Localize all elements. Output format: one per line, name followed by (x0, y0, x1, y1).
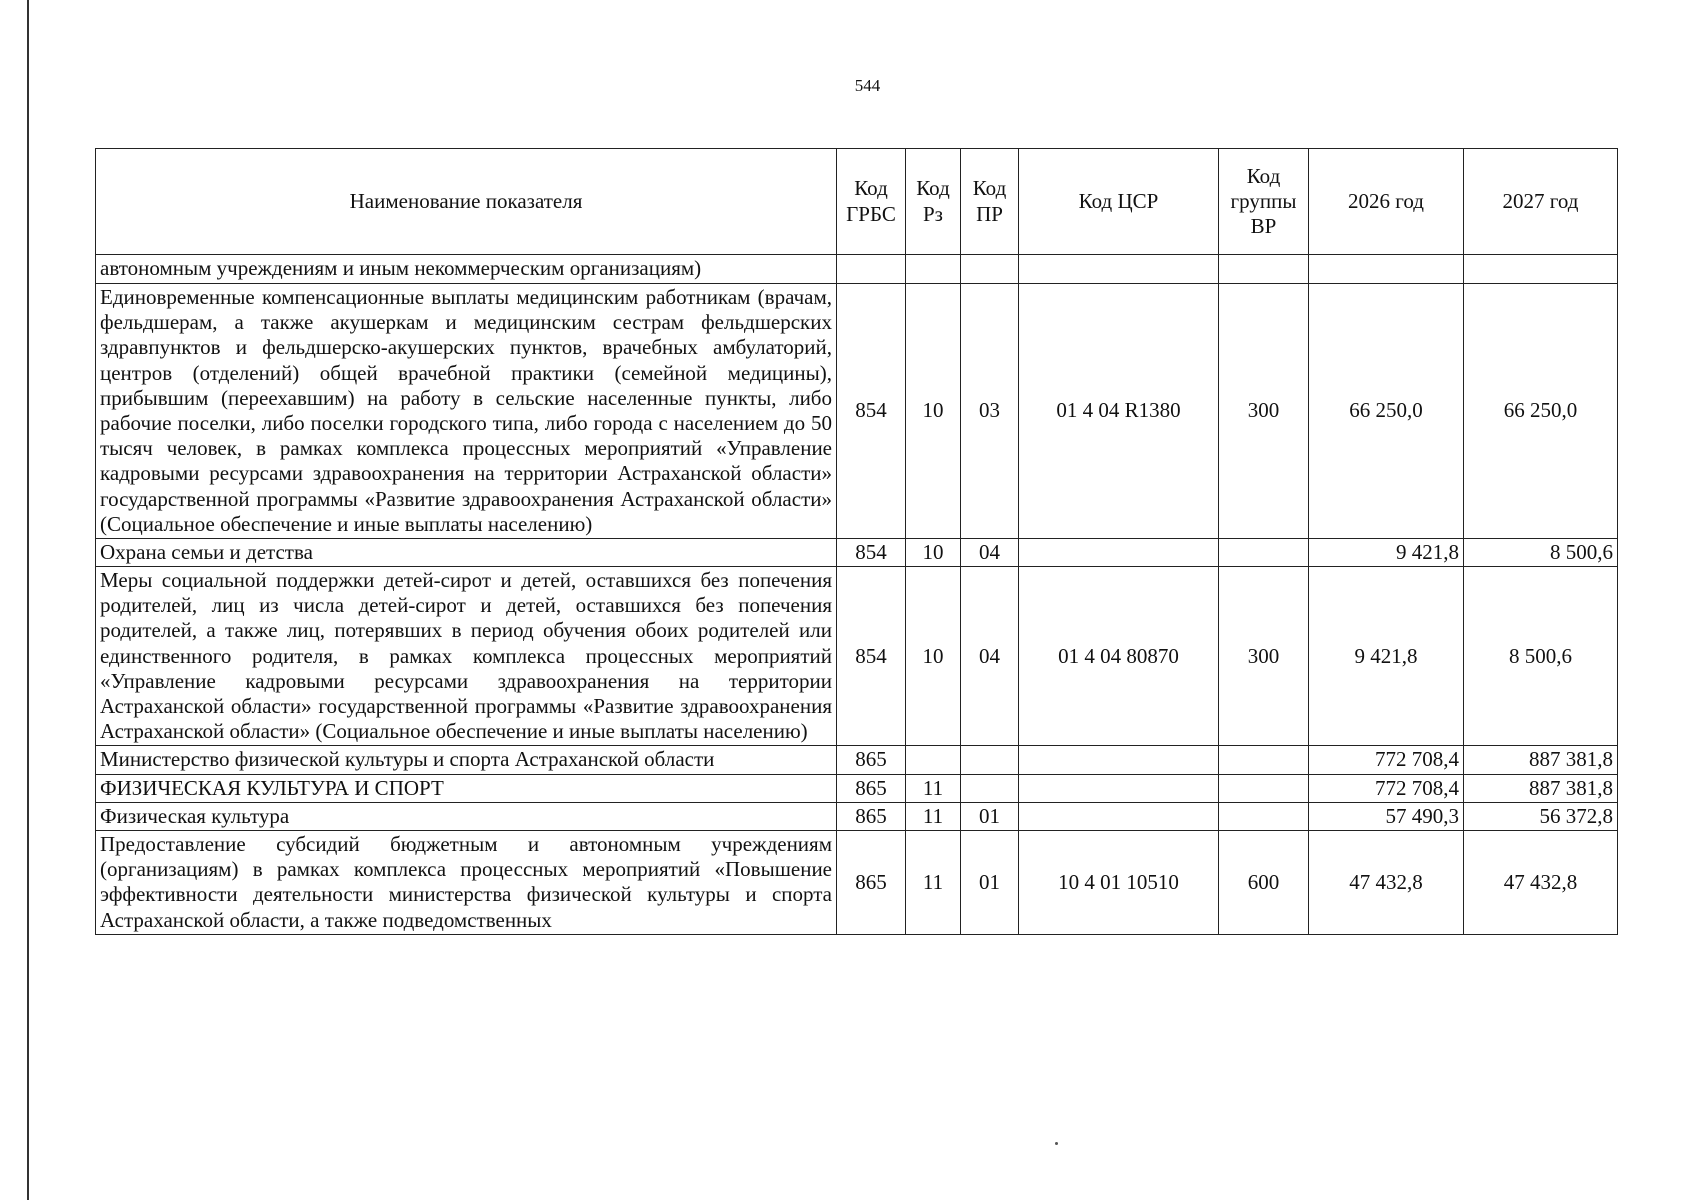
header-2027: 2027 год (1464, 149, 1618, 255)
header-csr: Код ЦСР (1019, 149, 1219, 255)
row-rz: 10 (906, 538, 961, 566)
row-rz: 11 (906, 830, 961, 934)
row-grbs: 854 (837, 567, 906, 746)
row-rz: 11 (906, 774, 961, 802)
row-csr (1019, 746, 1219, 774)
row-pr (961, 255, 1019, 284)
row-grbs: 865 (837, 746, 906, 774)
row-name: Физическая культура (96, 802, 837, 830)
row-name: Министерство физической культуры и спорта Астраханской области (96, 746, 837, 774)
row-pr (961, 774, 1019, 802)
row-2027: 887 381,8 (1464, 746, 1618, 774)
row-csr (1019, 538, 1219, 566)
row-rz: 11 (906, 802, 961, 830)
table-row (96, 284, 1618, 539)
row-pr: 03 (961, 284, 1019, 539)
header-rz: Код Рз (906, 149, 961, 255)
row-name: Меры социальной поддержки детей-сирот и детей, оставшихся без попечения родителей, лиц из числа детей-сирот и детей, оставшихся без попечения родителей, а также лиц, потерявших в период обучения обоих родителей или единственного родителя, в рамках комплекса процессных мероприятий «Управление кадровыми ресурсами здравоохранения на территории Астраханской области» государственной программы «Развитие здравоохранения Астраханской области» (Социальное обеспечение и иные выплаты населению) (96, 567, 837, 746)
row-2026 (1309, 255, 1464, 284)
row-grbs: 865 (837, 830, 906, 934)
row-2026: 9 421,8 (1309, 567, 1464, 746)
row-rz: 10 (906, 567, 961, 746)
table-row (96, 746, 1618, 774)
row-name: Единовременные компенсационные выплаты медицинским работникам (врачам, фельдшерам, а также акушеркам и медицинским сестрам фельдшерских здравпунктов и фельдшерско-акушерских пунктов, врачебных амбулаторий, центров (отделений) общей врачебной практики (семейной медицины), прибывшим (переехавшим) на работу в сельские населенные пункты, либо рабочие поселки, либо поселки городского типа, либо города с населением до 50 тысяч человек, в рамках комплекса процессных мероприятий «Управление кадровыми ресурсами здравоохранения на территории Астраханской области» государственной программы «Развитие здравоохранения Астраханской области» (Социальное обеспечение и иные выплаты населению) (96, 284, 837, 539)
table-row (96, 567, 1618, 746)
row-2026: 9 421,8 (1309, 538, 1464, 566)
row-2026: 66 250,0 (1309, 284, 1464, 539)
row-csr: 01 4 04 80870 (1019, 567, 1219, 746)
row-2027: 47 432,8 (1464, 830, 1618, 934)
row-csr (1019, 774, 1219, 802)
row-vr: 600 (1219, 830, 1309, 934)
row-2026: 47 432,8 (1309, 830, 1464, 934)
scan-speck (1055, 1142, 1058, 1145)
row-2026: 772 708,4 (1309, 774, 1464, 802)
row-grbs: 854 (837, 538, 906, 566)
row-name: ФИЗИЧЕСКАЯ КУЛЬТУРА И СПОРТ (96, 774, 837, 802)
row-2027: 56 372,8 (1464, 802, 1618, 830)
row-vr (1219, 255, 1309, 284)
row-2027 (1464, 255, 1618, 284)
row-2027: 66 250,0 (1464, 284, 1618, 539)
row-vr (1219, 538, 1309, 566)
row-csr (1019, 255, 1219, 284)
header-vr: Код группы ВР (1219, 149, 1309, 255)
row-rz (906, 746, 961, 774)
row-2027: 887 381,8 (1464, 774, 1618, 802)
budget-table (95, 148, 1618, 935)
row-pr: 01 (961, 802, 1019, 830)
row-rz: 10 (906, 284, 961, 539)
row-csr: 01 4 04 R1380 (1019, 284, 1219, 539)
row-grbs (837, 255, 906, 284)
table-row (96, 830, 1618, 934)
row-pr: 01 (961, 830, 1019, 934)
header-name: Наименование показателя (96, 149, 837, 255)
row-grbs: 865 (837, 802, 906, 830)
row-grbs: 865 (837, 774, 906, 802)
row-vr: 300 (1219, 567, 1309, 746)
row-name: автономным учреждениям и иным некоммерческим организациям) (96, 255, 837, 284)
row-vr (1219, 802, 1309, 830)
row-2026: 772 708,4 (1309, 746, 1464, 774)
row-grbs: 854 (837, 284, 906, 539)
page-number: 544 (854, 76, 881, 95)
row-2027: 8 500,6 (1464, 567, 1618, 746)
row-pr: 04 (961, 567, 1019, 746)
table-header-row (96, 149, 1618, 255)
table-row (96, 774, 1618, 802)
row-csr: 10 4 01 10510 (1019, 830, 1219, 934)
row-2026: 57 490,3 (1309, 802, 1464, 830)
table-row (96, 802, 1618, 830)
row-vr: 300 (1219, 284, 1309, 539)
header-grbs: Код ГРБС (837, 149, 906, 255)
row-name: Предоставление субсидий бюджетным и автономным учреждениям (организациям) в рамках комплекса процессных мероприятий «Повышение эффективности деятельности министерства физической культуры и спорта Астраханской области, а также подведомственных (96, 830, 837, 934)
table-row (96, 538, 1618, 566)
row-pr (961, 746, 1019, 774)
row-pr: 04 (961, 538, 1019, 566)
page-binding-line (27, 0, 29, 1200)
header-pr: Код ПР (961, 149, 1019, 255)
row-2027: 8 500,6 (1464, 538, 1618, 566)
row-name: Охрана семьи и детства (96, 538, 837, 566)
row-vr (1219, 746, 1309, 774)
row-csr (1019, 802, 1219, 830)
table-row (96, 255, 1618, 284)
header-2026: 2026 год (1309, 149, 1464, 255)
row-vr (1219, 774, 1309, 802)
row-rz (906, 255, 961, 284)
